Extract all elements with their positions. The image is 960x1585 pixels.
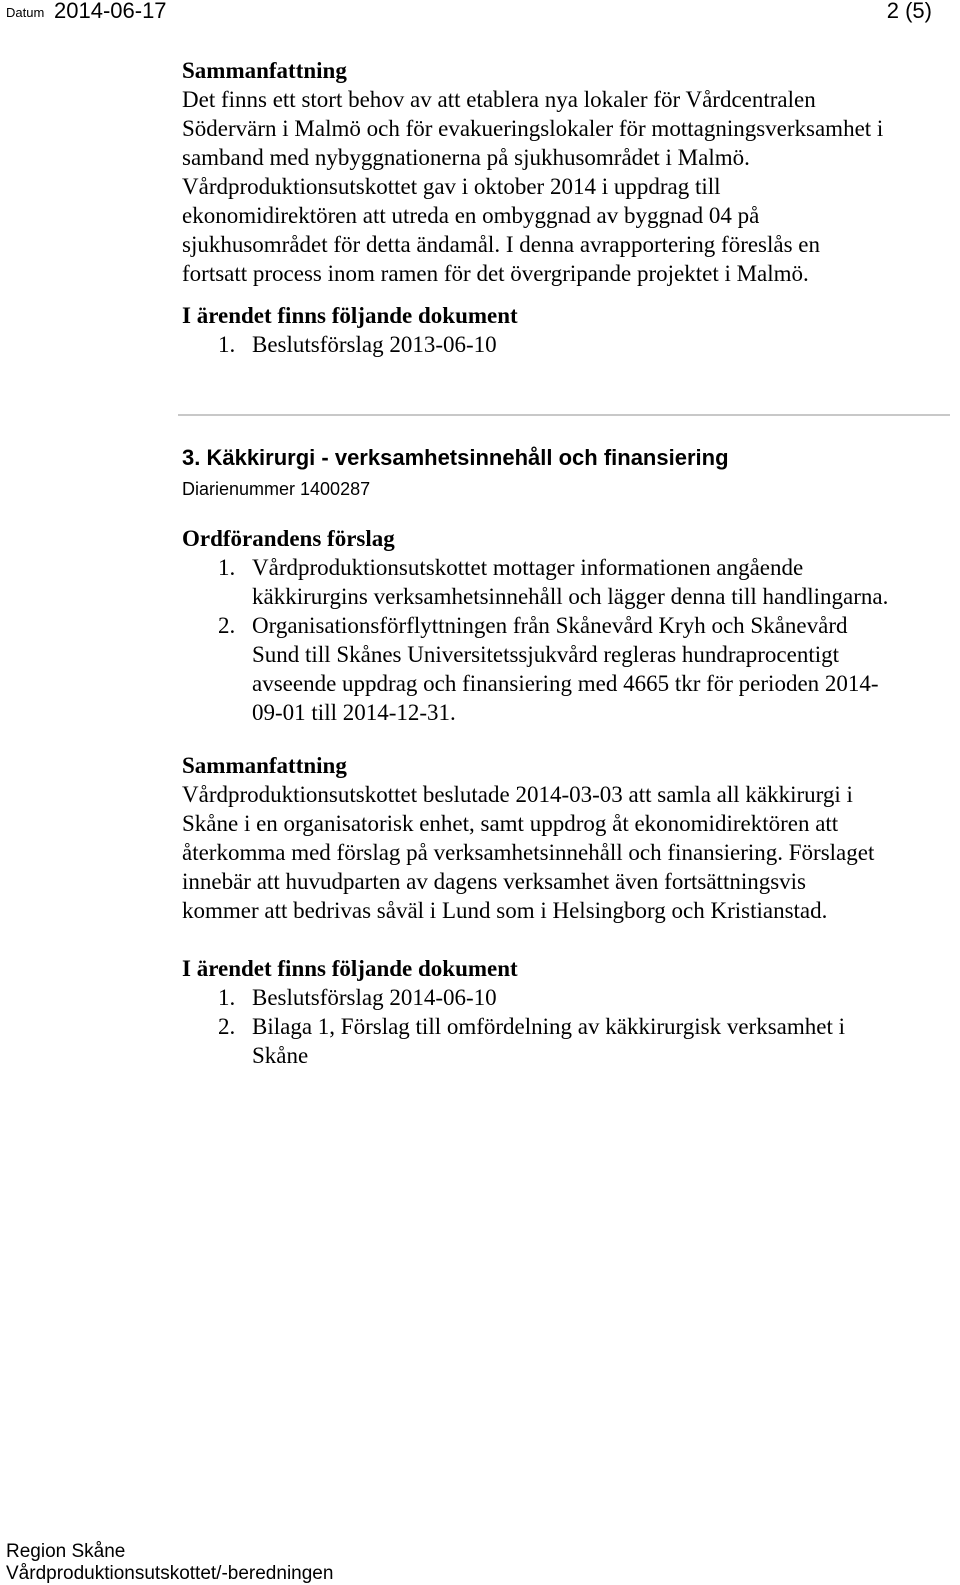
summary-heading: Sammanfattning [182,753,347,778]
proposal-line: Sund till Skånes Universitetssjukvård regleras hundraprocentigt [252,642,840,667]
section-title: 3. Käkkirurgi - verksamhetsinnehåll och finansiering [182,445,729,470]
proposal-line: 09-01 till 2014-12-31. [252,700,456,725]
document-line: Skåne [252,1043,309,1068]
document-item [218,330,922,359]
document-text: Beslutsförslag 2013-06-10 [252,332,497,357]
summary-section [182,751,922,925]
summary-heading: Sammanfattning [182,58,347,83]
document-date: 2014-06-17 [54,0,167,23]
summary-line: Vårdproduktionsutskottet beslutade 2014-03-03 att samla all käkkirurgi i [182,782,853,807]
summary-line: Vårdproduktionsutskottet gav i oktober 2014 i uppdrag till [182,174,721,199]
footer-org: Region Skåne [6,1541,126,1562]
document-number: 2. [218,1014,236,1039]
document-number: 1. [218,985,236,1010]
proposal-line: Vårdproduktionsutskottet mottager informationen angående [252,555,804,580]
summary-line: återkomma med förslag på verksamhetsinnehåll och finansiering. Förslaget [182,840,875,865]
documents-heading: I ärendet finns följande dokument [182,956,518,981]
summary-line: Södervärn i Malmö och för evakueringslokaler för mottagningsverksamhet i [182,116,884,141]
page-footer [6,1541,333,1585]
proposal-section [182,524,922,727]
date-label: Datum [6,5,45,20]
document-item [218,1012,922,1070]
summary-line: fortsatt process inom ramen för det övergripande projektet i Malmö. [182,261,809,286]
previous-section [182,56,922,359]
proposal-item [218,553,922,611]
summary-line: samband med nybyggnationerna på sjukhusområdet i Malmö. [182,145,750,170]
page-number: 2 (5) [886,0,932,23]
summary-line: Det finns ett stort behov av att etablera nya lokaler för Vårdcentralen [182,87,816,112]
documents-heading: I ärendet finns följande dokument [182,303,518,328]
diarienummer: Diarienummer 1400287 [182,479,371,499]
document-number: 1. [218,332,236,357]
proposal-number: 2. [218,613,236,638]
summary-line: sjukhusområdet för detta ändamål. I denna avrapportering föreslås en [182,232,821,257]
document-line: Bilaga 1, Förslag till omfördelning av käkkirurgisk verksamhet i [252,1014,846,1039]
proposal-heading: Ordförandens förslag [182,526,395,551]
section-divider [178,414,950,416]
proposal-line: avseende uppdrag och finansiering med 4665 tkr för perioden 2014- [252,671,879,696]
proposal-line: Organisationsförflyttningen från Skånevård Kryh och Skånevård [252,613,848,638]
proposal-line: käkkirurgins verksamhetsinnehåll och lägger denna till handlingarna. [252,584,889,609]
summary-line: kommer att bedrivas såväl i Lund som i Helsingborg och Kristianstad. [182,898,828,923]
document-item [218,983,922,1012]
footer-unit: Vårdproduktionsutskottet/-beredningen [6,1563,334,1584]
summary-line: ekonomidirektören att utreda en ombyggnad av byggnad 04 på [182,203,760,228]
proposal-item [218,611,922,727]
document-line: Beslutsförslag 2014-06-10 [252,985,497,1010]
summary-line: Skåne i en organisatorisk enhet, samt uppdrog åt ekonomidirektören att [182,811,839,836]
proposal-number: 1. [218,555,236,580]
documents-section [182,954,922,1070]
summary-line: innebär att huvudparten av dagens verksamhet även fortsättningsvis [182,869,807,894]
